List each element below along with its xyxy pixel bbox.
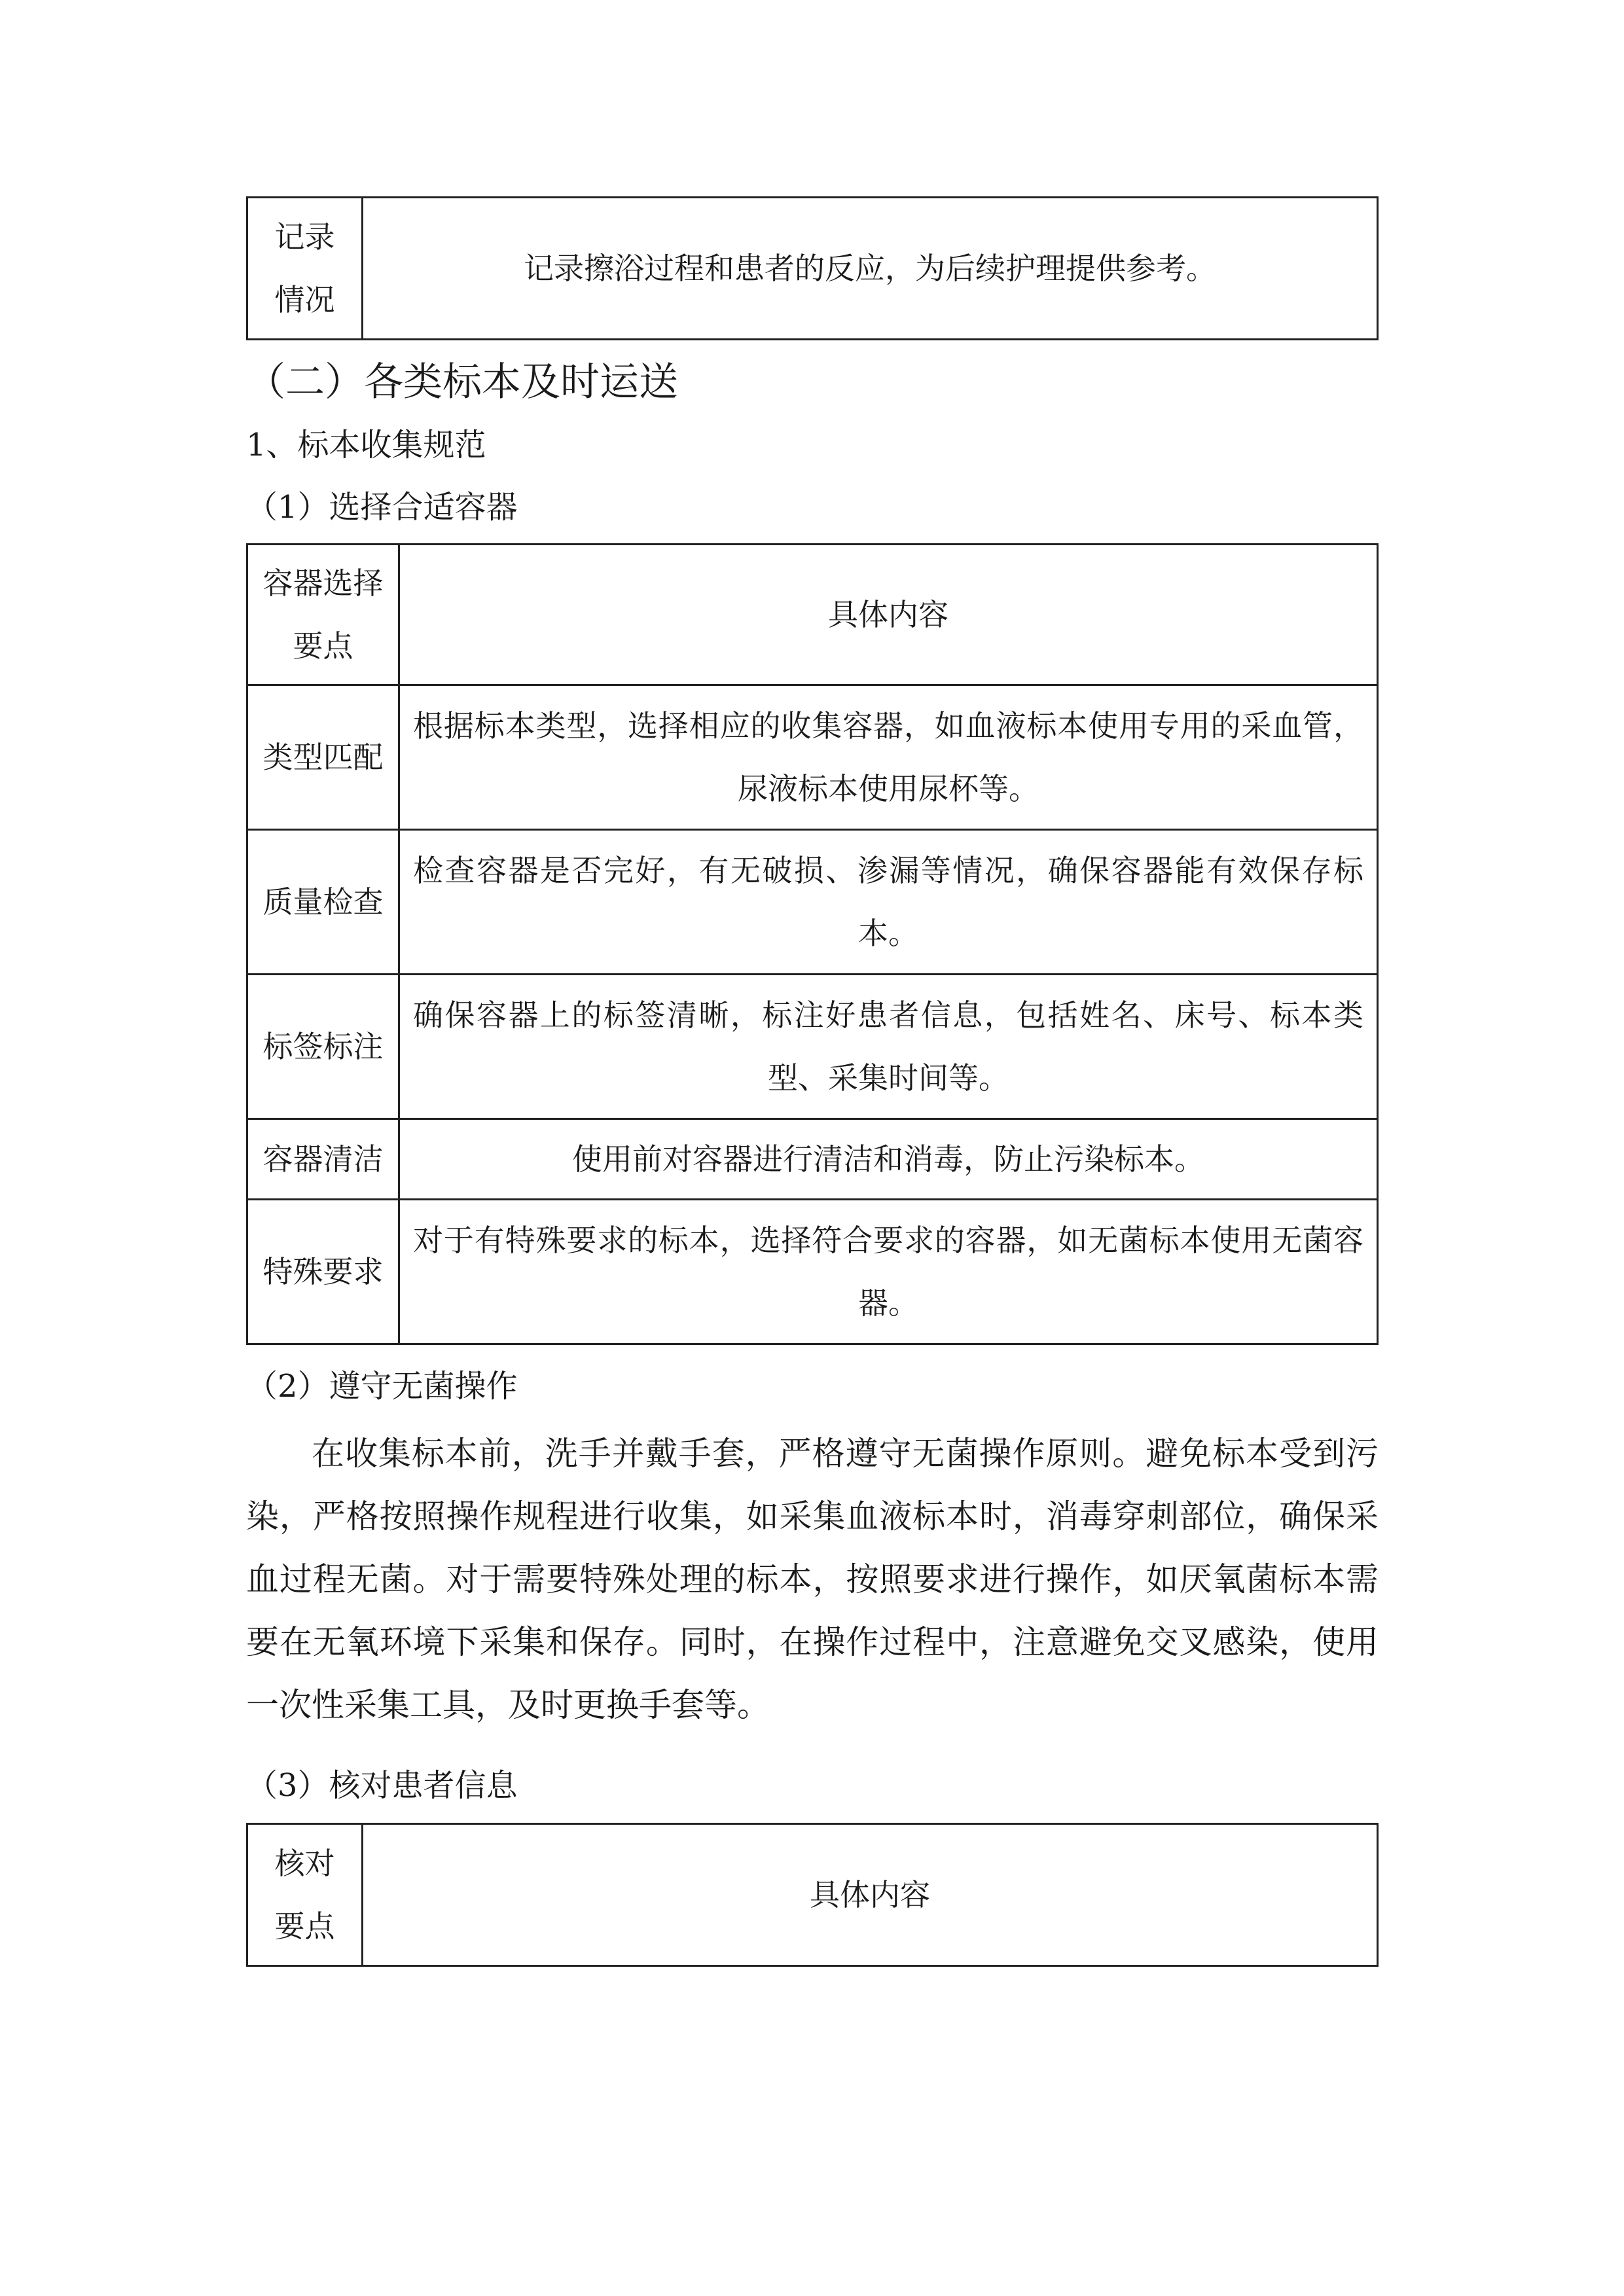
- table-cell-label: 容器清洁: [247, 1119, 399, 1200]
- table-cell-label: 类型匹配: [247, 685, 399, 830]
- table-cell-content: 记录擦浴过程和患者的反应，为后续护理提供参考。: [363, 198, 1378, 340]
- section-heading: （二）各类标本及时运送: [246, 359, 678, 405]
- table-header-cell: 具体内容: [363, 1824, 1378, 1966]
- table-cell-content: 使用前对容器进行清洁和消毒，防止污染标本。: [399, 1119, 1378, 1200]
- patient-verification-table: [246, 1823, 1379, 1967]
- table-header-cell: 核对要点: [247, 1824, 363, 1966]
- table-cell-label: 质量检查: [247, 830, 399, 975]
- table-row: [247, 685, 1378, 830]
- table-cell-content: 对于有特殊要求的标本，选择符合要求的容器，如无菌标本使用无菌容器。: [399, 1200, 1378, 1344]
- table-header-cell: 具体内容: [399, 545, 1378, 685]
- subheading-verify-patient-info: （3）核对患者信息: [246, 1767, 518, 1804]
- table-row: [247, 1200, 1378, 1344]
- table-row: [247, 1119, 1378, 1200]
- table-cell-label: 记录情况: [247, 198, 363, 340]
- subheading-specimen-collection: 1、标本收集规范: [246, 427, 486, 463]
- table-cell-content: 根据标本类型，选择相应的收集容器，如血液标本使用专用的采血管，尿液标本使用尿杯等。: [399, 685, 1378, 830]
- container-selection-table: [246, 543, 1379, 1345]
- subheading-container-selection: （1）选择合适容器: [246, 489, 518, 526]
- table-cell-content: 确保容器上的标签清晰，标注好患者信息，包括姓名、床号、标本类型、采集时间等。: [399, 975, 1378, 1119]
- table-cell-label: 标签标注: [247, 975, 399, 1119]
- aseptic-operation-paragraph: 在收集标本前，洗手并戴手套，严格遵守无菌操作原则。避免标本受到污染，严格按照操作规程进行收集，如采集血液标本时，消毒穿刺部位，确保采血过程无菌。对于需要特殊处理的标本，按照要求进行操作，如厌氧菌标本需要在无氧环境下采集和保存。同时，在操作过程中，注意避免交叉感染，使用一次性采集工具，及时更换手套等。: [246, 1435, 1379, 1724]
- table-header-cell: 容器选择要点: [247, 545, 399, 685]
- table-header-row: [247, 1824, 1378, 1966]
- document-page: [246, 0, 1379, 2296]
- bath-record-table: [246, 196, 1379, 340]
- table-header-row: [247, 545, 1378, 685]
- table-cell-label: 特殊要求: [247, 1200, 399, 1344]
- table-row: [247, 975, 1378, 1119]
- table-row: [247, 830, 1378, 975]
- table-cell-content: 检查容器是否完好，有无破损、渗漏等情况，确保容器能有效保存标本。: [399, 830, 1378, 975]
- table-row: [247, 198, 1378, 340]
- subheading-aseptic-operation: （2）遵守无菌操作: [246, 1368, 518, 1405]
